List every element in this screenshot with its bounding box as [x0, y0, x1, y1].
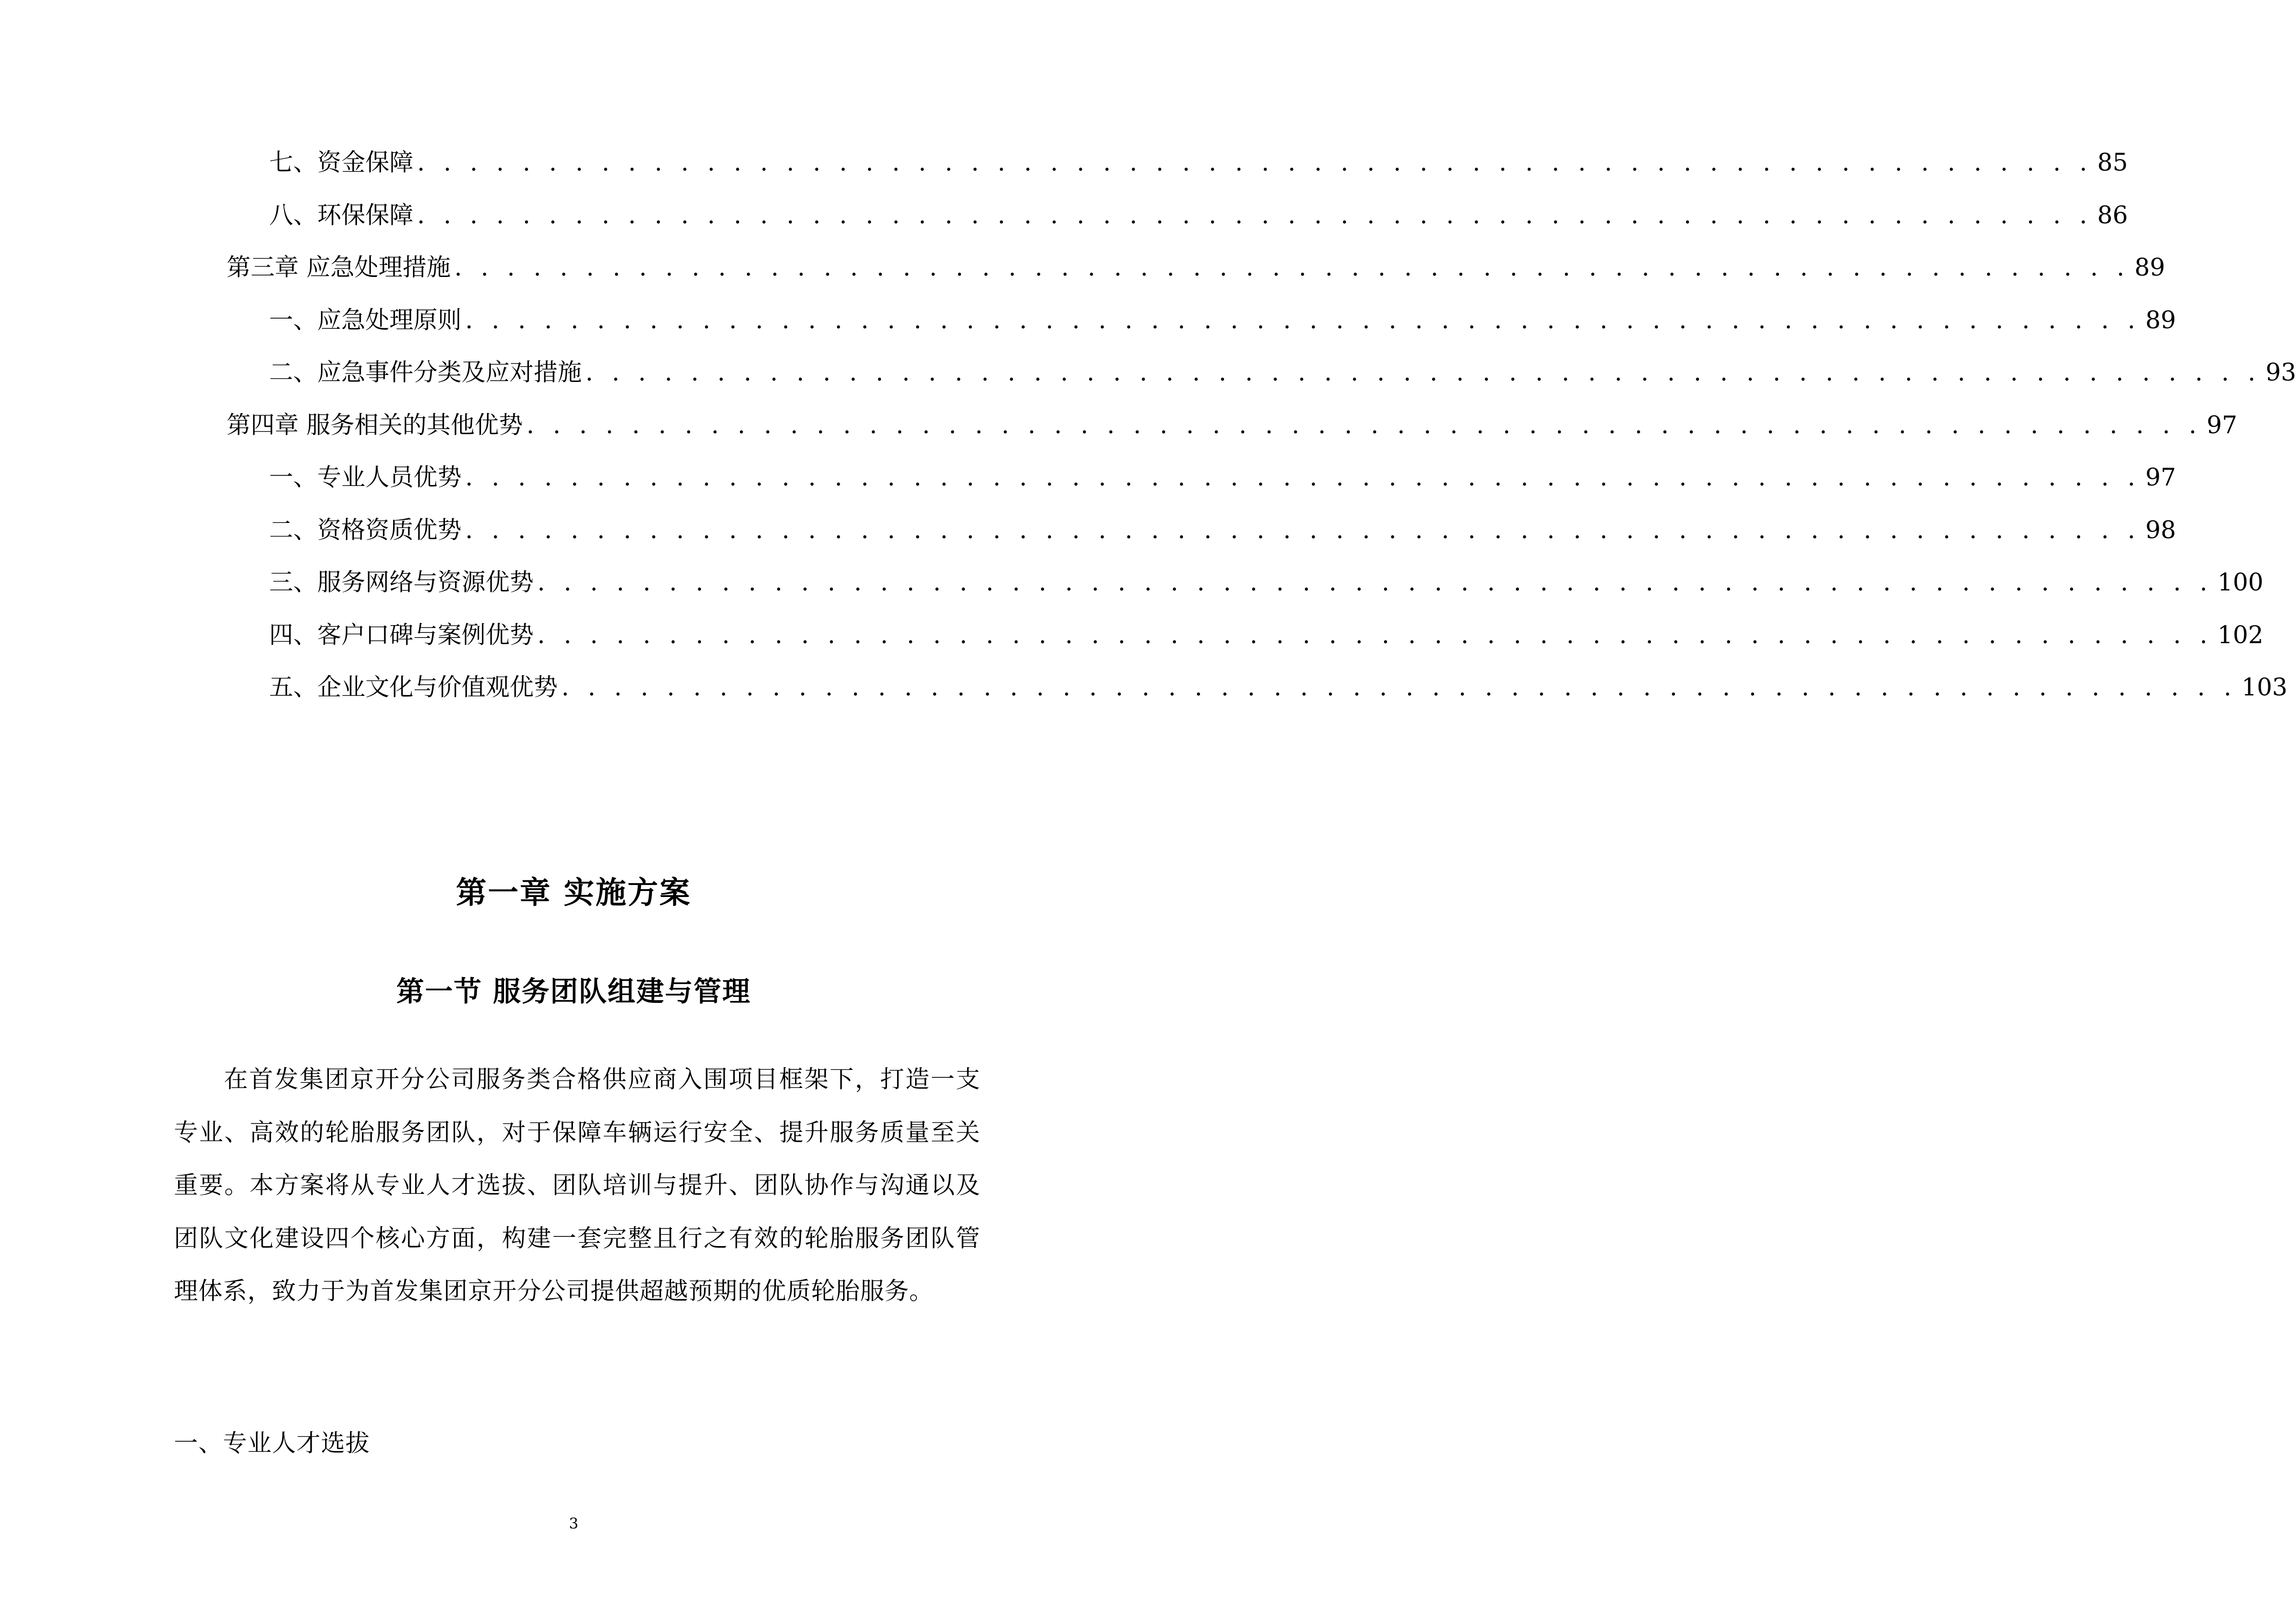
toc-entry-page: 103	[2241, 674, 2288, 701]
subheading: 一、专业人才选拔	[174, 1430, 370, 1457]
toc-entry[interactable]	[227, 609, 2264, 662]
page-number: 3	[569, 1515, 579, 1532]
toc-entry-label: 七、资金保障	[269, 149, 414, 177]
toc-entry[interactable]	[227, 452, 2176, 504]
toc-entry-page: 98	[2145, 516, 2176, 544]
toc-entry-page: 89	[2134, 254, 2165, 282]
toc-entry[interactable]	[227, 399, 2237, 452]
toc-entry-label: 第三章 应急处理措施	[227, 254, 451, 282]
toc-entry-page: 89	[2145, 306, 2176, 334]
toc-entry-label: 八、环保保障	[269, 201, 414, 229]
toc-entry-page: 93	[2265, 359, 2296, 387]
toc-leader-dots: . . . . . . . . . . . . . . . . . . . . . . . . . . . . . . . . . . . . . . . . . . . . . . . . . . . . . . . . . . . . . . . .	[526, 411, 2202, 439]
toc-entry-label: 四、客户口碑与案例优势	[269, 621, 534, 649]
toc-leader-dots: . . . . . . . . . . . . . . . . . . . . . . . . . . . . . . . . . . . . . . . . . . . . . . . . . . . . . . . . . . . . . . . .	[537, 569, 2213, 596]
toc-entry-label: 二、应急事件分类及应对措施	[269, 359, 582, 387]
toc-entry-label: 三、服务网络与资源优势	[269, 569, 534, 596]
toc-entry[interactable]	[227, 662, 2288, 714]
toc-entry-page: 97	[2206, 411, 2237, 439]
table-of-contents	[227, 137, 2296, 714]
toc-entry-label: 五、企业文化与价值观优势	[269, 674, 558, 701]
toc-leader-dots: . . . . . . . . . . . . . . . . . . . . . . . . . . . . . . . . . . . . . . . . . . . . . . . . . . . . . . . . . . . . . . . .	[417, 201, 2093, 229]
chapter-title: 第一章 实施方案	[456, 874, 691, 910]
toc-entry[interactable]	[227, 242, 2165, 295]
toc-leader-dots: . . . . . . . . . . . . . . . . . . . . . . . . . . . . . . . . . . . . . . . . . . . . . . . . . . . . . . . . . . . . . . . .	[417, 149, 2093, 177]
toc-entry[interactable]	[227, 557, 2264, 609]
toc-leader-dots: . . . . . . . . . . . . . . . . . . . . . . . . . . . . . . . . . . . . . . . . . . . . . . . . . . . . . . . . . . . . . . . .	[465, 464, 2141, 492]
toc-leader-dots: . . . . . . . . . . . . . . . . . . . . . . . . . . . . . . . . . . . . . . . . . . . . . . . . . . . . . . . . . . . . . . . .	[537, 621, 2213, 649]
toc-entry-page: 85	[2097, 149, 2128, 177]
toc-leader-dots: . . . . . . . . . . . . . . . . . . . . . . . . . . . . . . . . . . . . . . . . . . . . . . . . . . . . . . . . . . . . . . . .	[454, 254, 2130, 282]
toc-entry[interactable]	[227, 295, 2176, 347]
toc-entry-page: 86	[2097, 201, 2128, 229]
toc-entry-page: 97	[2145, 464, 2176, 492]
toc-entry[interactable]	[227, 137, 2128, 190]
toc-entry[interactable]	[227, 504, 2176, 557]
toc-entry-label: 一、应急处理原则	[269, 306, 462, 334]
toc-leader-dots: . . . . . . . . . . . . . . . . . . . . . . . . . . . . . . . . . . . . . . . . . . . . . . . . . . . . . . . . . . . . . . . .	[465, 516, 2141, 544]
toc-entry-page: 102	[2217, 621, 2264, 649]
toc-entry[interactable]	[227, 190, 2128, 242]
section-title: 第一节 服务团队组建与管理	[396, 976, 751, 1008]
toc-entry-label: 第四章 服务相关的其他优势	[227, 411, 523, 439]
toc-entry-page: 100	[2217, 569, 2264, 596]
toc-entry[interactable]	[227, 347, 2296, 399]
toc-entry-label: 一、专业人员优势	[269, 464, 462, 492]
toc-leader-dots: . . . . . . . . . . . . . . . . . . . . . . . . . . . . . . . . . . . . . . . . . . . . . . . . . . . . . . . . . . . . . . . .	[585, 359, 2261, 387]
toc-leader-dots: . . . . . . . . . . . . . . . . . . . . . . . . . . . . . . . . . . . . . . . . . . . . . . . . . . . . . . . . . . . . . . . .	[465, 306, 2141, 334]
toc-entry-label: 二、资格资质优势	[269, 516, 462, 544]
toc-leader-dots: . . . . . . . . . . . . . . . . . . . . . . . . . . . . . . . . . . . . . . . . . . . . . . . . . . . . . . . . . . . . . . . .	[561, 674, 2237, 701]
body-paragraph: 在首发集团京开分公司服务类合格供应商入围项目框架下，打造一支专业、高效的轮胎服务团队，对于保障车辆运行安全、提升服务质量至关重要。本方案将从专业人才选拔、团队培训与提升、团队协作与沟通以及团队文化建设四个核心方面，构建一套完整且行之有效的轮胎服务团队管理体系，致力于为首发集团京开分公司提供超越预期的优质轮胎服务。	[174, 1066, 980, 1305]
